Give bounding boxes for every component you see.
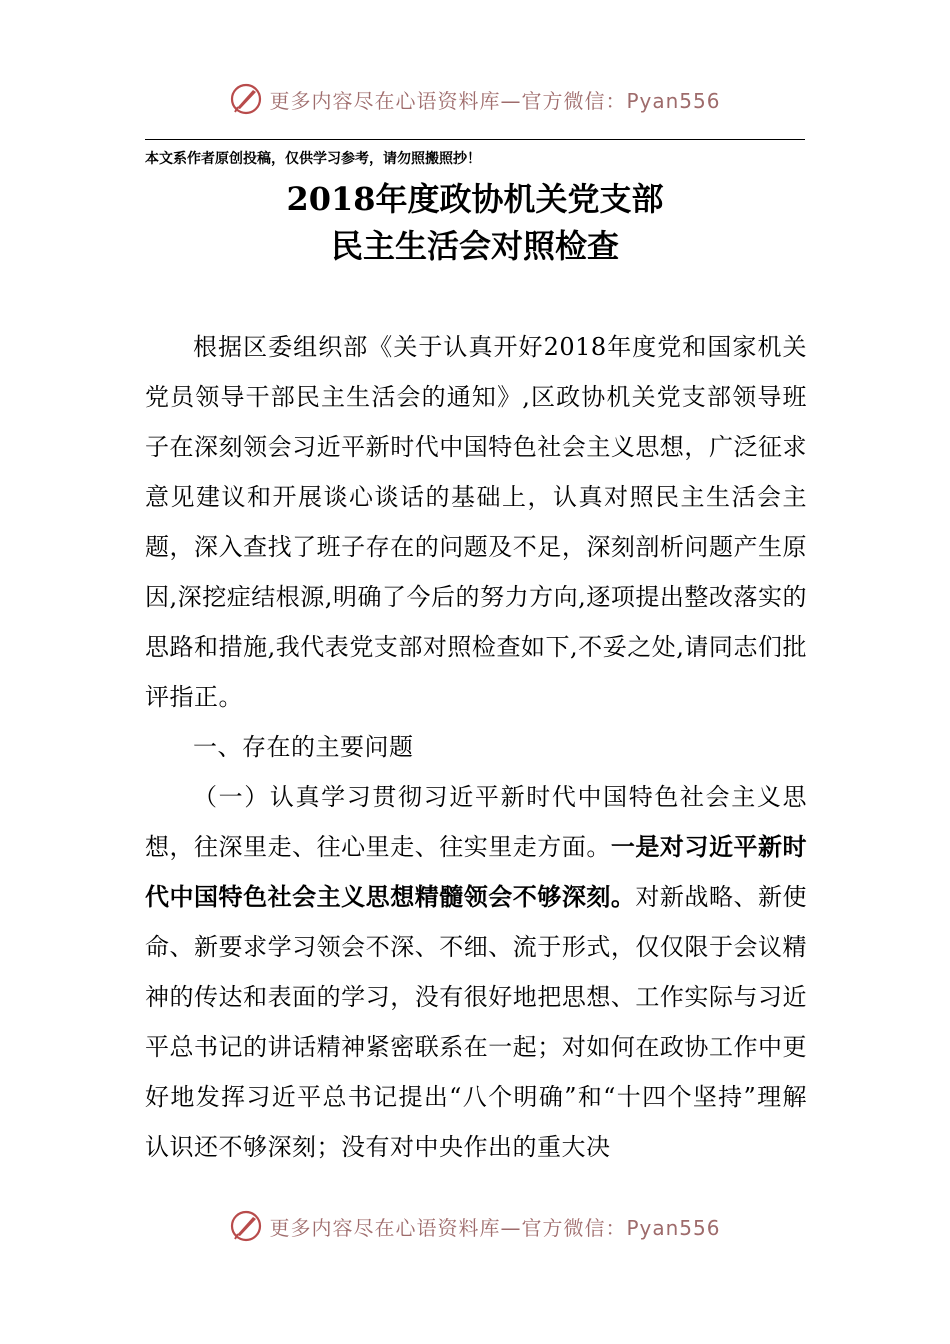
watermark-header [0, 82, 950, 116]
document-body [145, 322, 807, 1172]
quill-logo-icon [229, 1209, 263, 1243]
paragraph-intro: 根据区委组织部《关于认真开好2018年度党和国家机关党员领导干部民主生活会的通知》,区政协机关党支部领导班子在深刻领会习近平新时代中国特色社会主义思想，广泛征求意见建议和开展谈心谈话的基础上，认真对照民主生活会主题，深入查找了班子存在的问题及不足，深刻剖析问题产生原因,深挖症结根源,明确了今后的努力方向,逐项提出整改落实的思路和措施,我代表党支部对照检查如下,不妥之处,请同志们批评指正。 [145, 333, 807, 711]
paragraph-continuation: 对新战略、新使命、新要求学习领会不深、不细、流于形式，仅仅限于会议精神的传达和表面的学习，没有很好地把思想、工作实际与习近平总书记的讲话精神紧密联系在一起；对如何在政协工作中更好地发挥习近平总书记提出“八个明确”和“十四个坚持”理解认识还不够深刻；没有对中央作出的重大决 [145, 883, 808, 1161]
copyright-notice: 本文系作者原创投稿，仅供学习参考，请勿照搬照抄！ [145, 151, 481, 167]
section-heading: 一、存在的主要问题 [193, 733, 414, 761]
paragraph-section-1 [145, 772, 807, 1172]
document-title-line2: 民主生活会对照检查 [330, 227, 619, 265]
paragraph-lead: （一）认真学习贯彻习近平新时代中国特色社会主义思想，往深里走、往心里走、往实里走方面。 [145, 783, 807, 861]
paragraph-emphasis: 一是对习近平新时代中国特色社会主义思想精髓领会不够深刻。 [145, 833, 808, 911]
watermark-footer [0, 1209, 950, 1243]
header-rule [145, 139, 805, 140]
quill-logo-icon [229, 82, 263, 116]
watermark-text: 更多内容尽在心语资料库—官方微信：Pyan556 [269, 1215, 721, 1240]
document-title-line1: 2018年度政协机关党支部 [286, 180, 664, 218]
watermark-text: 更多内容尽在心语资料库—官方微信：Pyan556 [269, 88, 721, 113]
